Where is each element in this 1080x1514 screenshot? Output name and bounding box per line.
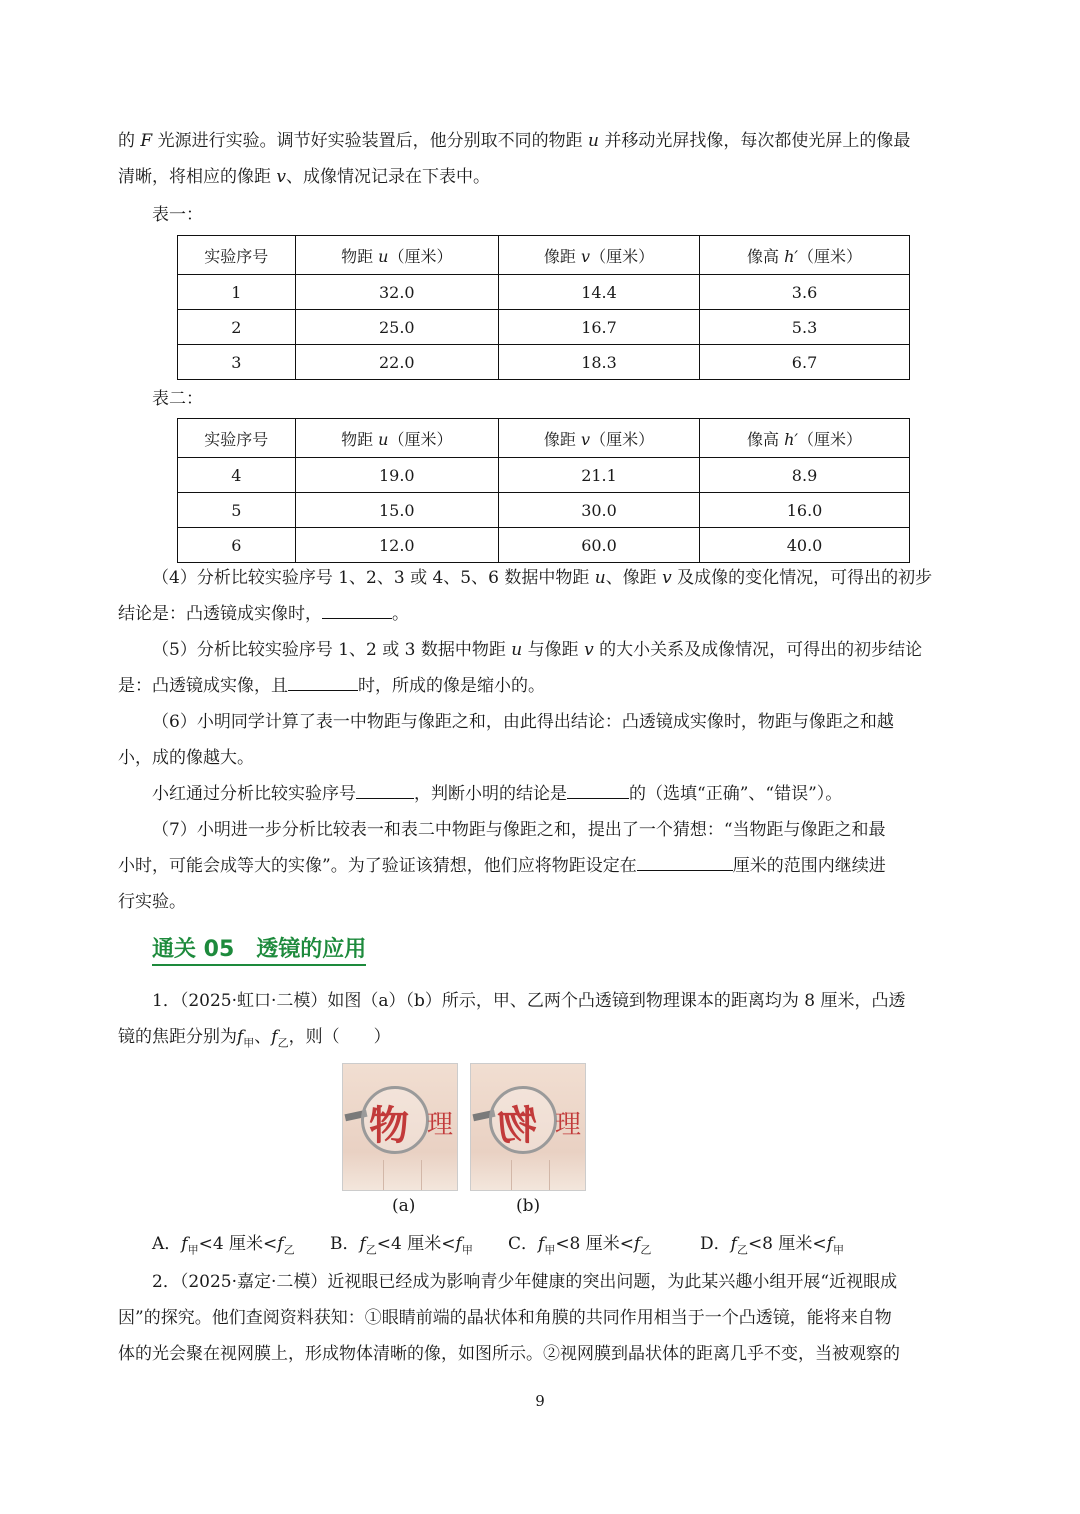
cell-seq: 2: [178, 310, 296, 345]
table-row: [178, 458, 910, 493]
intro-line-2: 清晰，将相应的像距 v、成像情况记录在下表中。: [118, 167, 491, 187]
header-h: 像高 h′（厘米）: [700, 236, 910, 275]
cell-v: 21.1: [498, 458, 699, 493]
option-c[interactable]: C．$f_甲<8$ 厘米$<f_乙$: [508, 1234, 652, 1257]
photo-line: [511, 1160, 512, 1190]
magnified-glyph: 物: [369, 1102, 409, 1149]
cell-u: 25.0: [295, 310, 498, 345]
page-number: 9: [535, 1392, 545, 1410]
p1-line-1: 1．（2025·虹口·二模）如图（a）（b）所示，甲、乙两个凸透镜到物理课本的距离均为 8 厘米，凸透: [152, 991, 906, 1011]
q4-line-1: （4）分析比较实验序号 1、2、3 或 4、5、6 数据中物距 u、像距 v 及成像的变化情况，可得出的初步: [152, 568, 933, 588]
cell-u: 22.0: [295, 345, 498, 380]
q4-line-2: 结论是：凸透镜成实像时， 。: [118, 596, 968, 632]
cell-u: 32.0: [295, 275, 498, 310]
header-h: 像高 h′（厘米）: [700, 419, 910, 458]
cell-v: 16.7: [498, 310, 699, 345]
cell-v: 60.0: [498, 528, 699, 563]
cell-h: 6.7: [700, 345, 910, 380]
q7-line-3: 行实验。: [118, 892, 186, 912]
table-header-row: [178, 236, 910, 275]
cell-seq: 6: [178, 528, 296, 563]
table-row: [178, 528, 910, 563]
cell-h: 3.6: [700, 275, 910, 310]
cell-v: 30.0: [498, 493, 699, 528]
cell-v: 18.3: [498, 345, 699, 380]
table1-label: 表一：: [152, 205, 203, 225]
header-seq: 实验序号: [178, 236, 296, 275]
cell-u: 19.0: [295, 458, 498, 493]
answer-blank[interactable]: [288, 668, 358, 691]
photo-a-magnifier: [342, 1063, 458, 1191]
photo-line: [549, 1160, 550, 1190]
answer-blank[interactable]: [637, 848, 733, 871]
cell-h: 40.0: [700, 528, 910, 563]
cell-seq: 1: [178, 275, 296, 310]
q7-line-1: （7）小明进一步分析比较表一和表二中物距与像距之和，提出了一个猜想：“当物距与像距之和最: [152, 820, 886, 840]
cell-u: 15.0: [295, 493, 498, 528]
p1-line-2: 镜的焦距分别为$f_甲$、$f_乙$，则（ ）: [118, 1027, 391, 1050]
q6-line-3: 小红通过分析比较实验序号 ，判断小明的结论是 的（选填“正确”、“错误”）。: [118, 776, 968, 812]
q6-line-1: （6）小明同学计算了表一中物距与像距之和，由此得出结论：凸透镜成实像时，物距与像距之和越: [152, 712, 894, 732]
p2-line-2: 因”的探究。他们查阅资料获知：①眼睛前端的晶状体和角膜的共同作用相当于一个凸透镜，能将来自物: [118, 1308, 892, 1328]
photo-line: [383, 1160, 384, 1190]
header-v: 像距 v（厘米）: [498, 236, 699, 275]
cell-h: 8.9: [700, 458, 910, 493]
cell-seq: 5: [178, 493, 296, 528]
table-row: [178, 345, 910, 380]
answer-blank[interactable]: [356, 776, 414, 799]
table-row: [178, 275, 910, 310]
cell-u: 12.0: [295, 528, 498, 563]
table-1: [177, 235, 910, 380]
caption-b: (b): [516, 1196, 541, 1216]
cell-seq: 4: [178, 458, 296, 493]
answer-blank[interactable]: [322, 596, 392, 619]
header-seq: 实验序号: [178, 419, 296, 458]
p2-line-3: 体的光会聚在视网膜上，形成物体清晰的像，如图所示。②视网膜到晶状体的距离几乎不变，当被观察的: [118, 1344, 900, 1364]
q7-line-2: 小时，可能会成等大的实像”。为了验证该猜想，他们应将物距设定在 厘米的范围内继续进: [118, 848, 968, 884]
book-glyph: 理: [427, 1110, 454, 1140]
photo-b-magnifier: [470, 1063, 586, 1191]
cell-h: 16.0: [700, 493, 910, 528]
book-glyph: 理: [555, 1110, 582, 1140]
section-heading: 通关 05 透镜的应用: [152, 932, 366, 966]
header-u: 物距 u（厘米）: [295, 419, 498, 458]
cell-h: 5.3: [700, 310, 910, 345]
intro-line-1: 的 F 光源进行实验。调节好实验装置后，他分别取不同的物距 u 并移动光屏找像，每次都使光屏上的像最: [118, 131, 911, 151]
option-d[interactable]: D．$f_乙<8$ 厘米$<f_甲$: [700, 1234, 844, 1257]
cell-seq: 3: [178, 345, 296, 380]
header-u: 物距 u（厘米）: [295, 236, 498, 275]
p2-line-1: 2．（2025·嘉定·二模）近视眼已经成为影响青少年健康的突出问题，为此某兴趣小组开展“近视眼成: [152, 1272, 898, 1292]
table2-label: 表二：: [152, 389, 203, 409]
caption-a: (a): [392, 1196, 416, 1216]
q5-line-2: 是：凸透镜成实像，且 时，所成的像是缩小的。: [118, 668, 968, 704]
q6-line-2: 小，成的像越大。: [118, 748, 254, 768]
cell-v: 14.4: [498, 275, 699, 310]
table-row: [178, 310, 910, 345]
q5-line-1: （5）分析比较实验序号 1、2 或 3 数据中物距 u 与像距 v 的大小关系及成像情况，可得出的初步结论: [152, 640, 923, 660]
table-row: [178, 493, 910, 528]
answer-blank[interactable]: [567, 776, 629, 799]
option-a[interactable]: A．$f_甲<4$ 厘米$<f_乙$: [152, 1234, 295, 1257]
table-header-row: [178, 419, 910, 458]
photo-line: [421, 1160, 422, 1190]
magnified-glyph: 物: [497, 1102, 537, 1149]
table-2: [177, 418, 910, 563]
option-b[interactable]: B．$f_乙<4$ 厘米$<f_甲$: [330, 1234, 473, 1257]
header-v: 像距 v（厘米）: [498, 419, 699, 458]
